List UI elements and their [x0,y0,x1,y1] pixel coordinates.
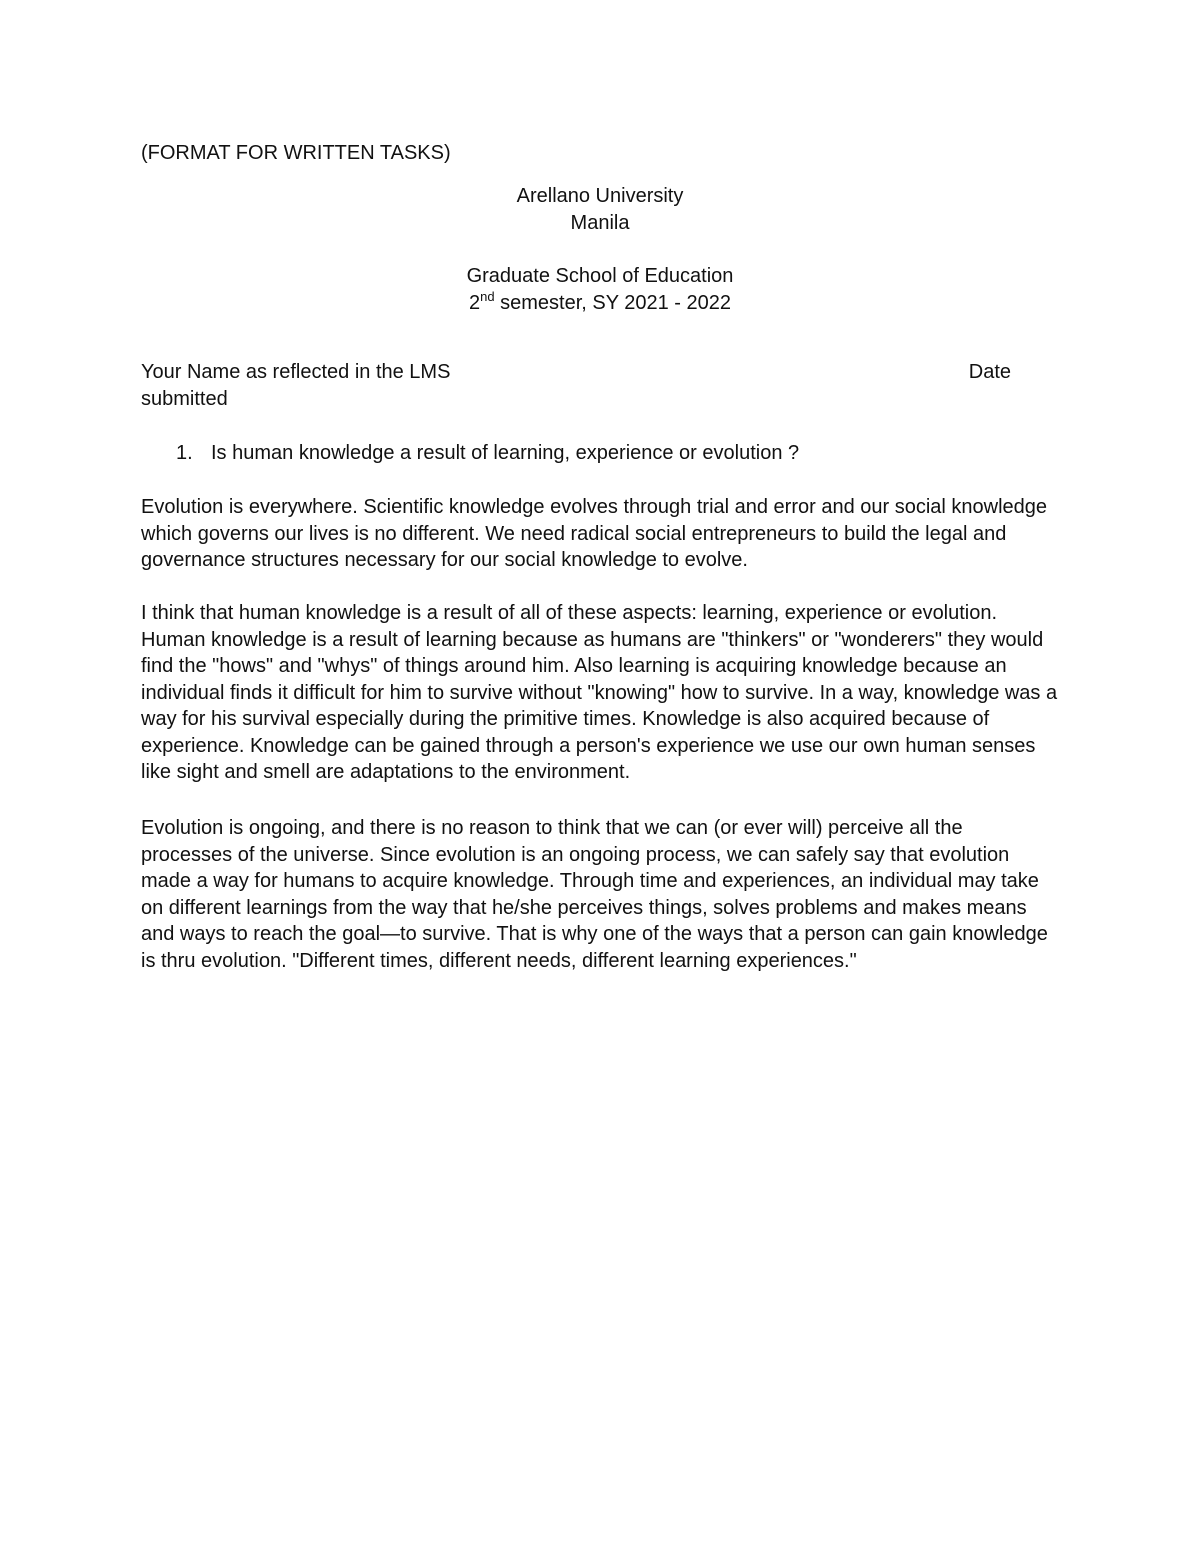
question-number: 1. [176,442,193,464]
question-item [176,440,1056,467]
student-name-placeholder: Your Name as reflected in the LMS [141,361,451,383]
school-header [141,263,1059,317]
submitted-label: submitted [141,388,228,410]
semester-suffix: nd [480,289,495,304]
name-date-line [141,359,1011,386]
paragraph-1: Evolution is everywhere. Scientific knowledge evolves through trial and error and our social knowledge which governs our lives is no different. We need radical social entrepreneurs to build the legal and governance structures necessary for our social knowledge to evolve. [141,496,1048,571]
university-city: Manila [570,212,630,234]
paragraph-3: Evolution is ongoing, and there is no reason to think that we can (or ever will) perceive all the processes of the universe. Since evolution is an ongoing process, we can safely say that evolution made a way for humans to acquire knowledge. Through time and experiences, an individual may take on different learnings from the way that he/she perceives things, solves problems and makes means and ways to reach the goal—to survive. That is why one of the ways that a person can gain knowledge is thru evolution. "Different times, different needs, different learning experiences." [141,817,1048,972]
semester-line [141,290,1059,317]
school-name: Graduate School of Education [466,265,734,287]
institution-header [141,183,1059,237]
question-text: Is human knowledge a result of learning, experience or evolution ? [211,442,800,464]
university-name: Arellano University [516,185,684,207]
semester-rest: semester, SY 2021 - 2022 [494,292,732,314]
date-label: Date [968,361,1011,383]
semester-ordinal: 2 [468,292,481,314]
paragraph-2: I think that human knowledge is a result of all of these aspects: learning, experience or evolution. Human knowledge is a result of learning because as humans are "thinkers" or "wonderers" they would find the "hows" and "whys" of things around him. Also learning is acquiring knowledge because an individual finds it difficult for him to survive without "knowing" how to survive. In a way, knowledge was a way for his survival especially during the primitive times. Knowledge is also acquired because of experience. Knowledge can be gained through a person's experience we use our own human senses like sight and smell are adaptations to the environment. [141,602,1058,783]
format-label: (FORMAT FOR WRITTEN TASKS) [141,142,451,164]
